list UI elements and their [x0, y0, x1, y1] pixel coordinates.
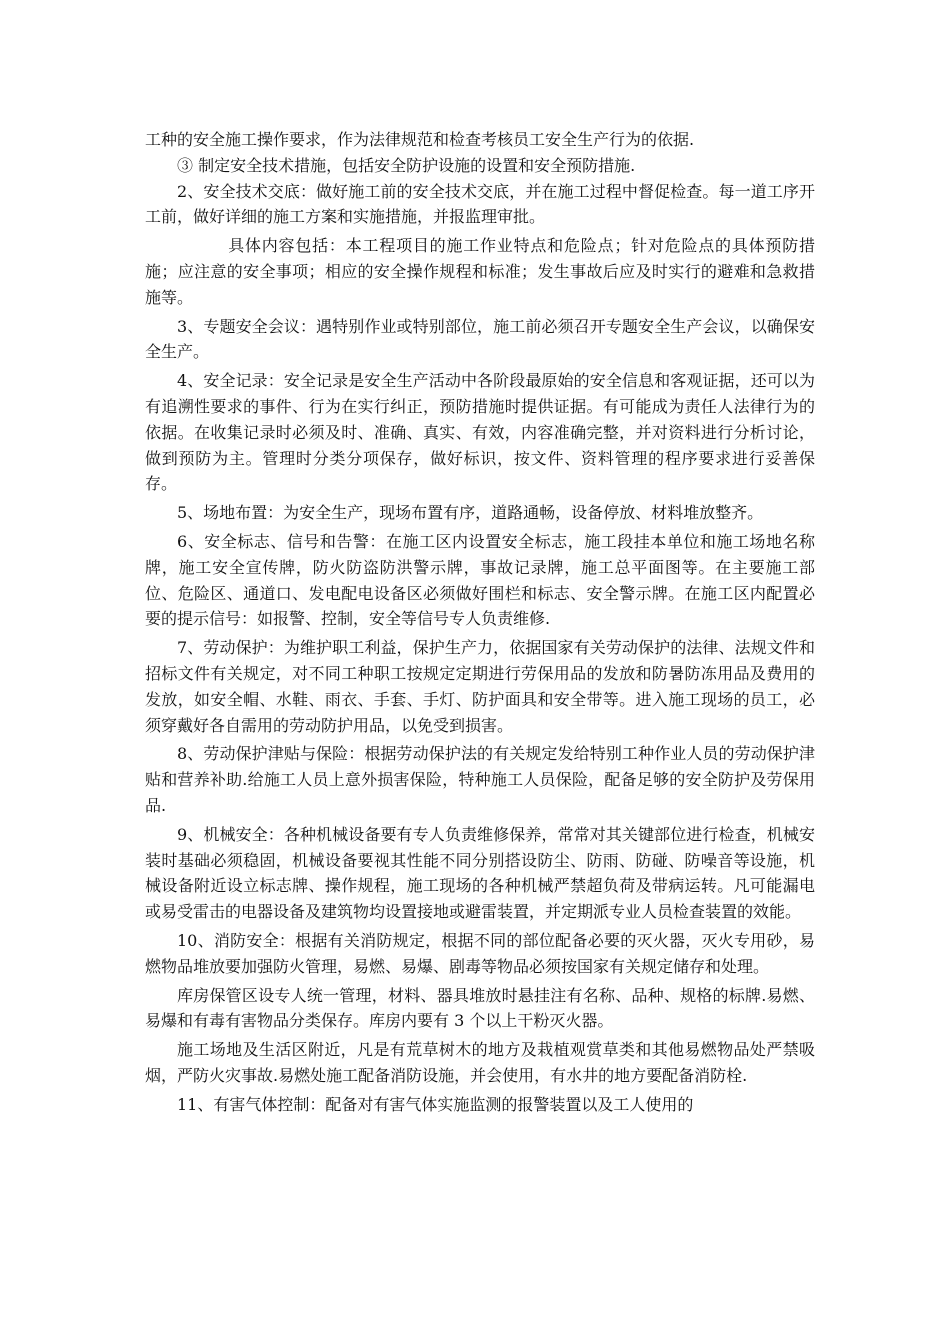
paragraph-safety-measures: ③ 制定安全技术措施，包括安全防护设施的设置和安全预防措施. — [177, 155, 636, 175]
paragraph-technical-briefing: 2、安全技术交底：做好施工前的安全技术交底，并在施工过程中督促检查。每一道工序开工前，做好详细的施工方案和实施措施，并报监理审批。 — [145, 181, 815, 227]
paragraph-briefing-content: 具体内容包括：本工程项目的施工作业特点和危险点；针对危险点的具体预防措施；应注意的安全事项；相应的安全操作规程和标准；发生事故后应及时实行的避难和急救措施等。 — [145, 236, 815, 307]
document-body — [145, 127, 815, 1117]
paragraph-warehouse: 库房保管区设专人统一管理，材料、器具堆放时悬挂注有名称、品种、规格的标牌.易燃、易爆和有毒有害物品分类保存。库房内要有 3 个以上干粉灭火器。 — [145, 985, 815, 1031]
paragraph-continuation: 工种的安全施工操作要求，作为法律规范和检查考核员工安全生产行为的依据. — [145, 130, 695, 149]
paragraph-site-layout: 5、场地布置：为安全生产，现场布置有序，道路通畅，设备停放、材料堆放整齐。 — [177, 503, 764, 523]
paragraph-safety-records: 4、安全记录：安全记录是安全生产活动中各阶段最原始的安全信息和客观证据，还可以为有追溯性要求的事件、行为在实行纠正，预防措施时提供证据。有可能成为责任人法律行为的依据。在收集记录时必须及时、准确、真实、有效，内容准确完整，并对资料进行分析讨论，做到预防为主。管理时分类分项保存，做好标识，按文件、资料管理的程序要求进行妥善保存。 — [145, 371, 815, 494]
paragraph-labor-protection: 7、劳动保护：为维护职工利益，保护生产力，依据国家有关劳动保护的法律、法规文件和招标文件有关规定，对不同工种职工按规定定期进行劳保用品的发放和防暑防冻用品及费用的发放，如安全帽、水鞋、雨衣、手套、手灯、防护面具和安全带等。进入施工现场的员工，必须穿戴好各自需用的劳动防护用品，以免受到损害。 — [145, 638, 815, 735]
paragraph-safety-meeting: 3、专题安全会议：遇特别作业或特别部位，施工前必须召开专题安全生产会议，以确保安全生产。 — [145, 316, 815, 362]
paragraph-allowance-insurance: 8、劳动保护津贴与保险：根据劳动保护法的有关规定发给特别工种作业人员的劳动保护津贴和营养补助.给施工人员上意外损害保险，特种施工人员保险，配备足够的安全防护及劳保用品. — [145, 744, 815, 815]
paragraph-machinery-safety: 9、机械安全：各种机械设备要有专人负责维修保养，常常对其关键部位进行检查，机械安装时基础必须稳固，机械设备要视其性能不同分别搭设防尘、防雨、防碰、防噪音等设施，机械设备附近设立标志牌、操作规程，施工现场的各种机械严禁超负荷及带病运转。凡可能漏电或易受雷击的电器设备及建筑物均设置接地或避雷装置，并定期派专业人员检查装置的效能。 — [145, 824, 815, 922]
paragraph-fire-safety: 10、消防安全：根据有关消防规定，根据不同的部位配备必要的灭火器，灭火专用砂，易燃物品堆放要加强防火管理，易燃、易爆、剧毒等物品必须按国家有关规定储存和处理。 — [145, 930, 815, 976]
paragraph-no-smoking: 施工场地及生活区附近，凡是有荒草树木的地方及栽植观赏草类和其他易燃物品处严禁吸烟，严防火灾事故.易燃处施工配备消防设施，并会使用，有水井的地方要配备消防栓. — [145, 1040, 815, 1085]
paragraph-harmful-gas: 11、有害气体控制：配备对有害气体实施监测的报警装置以及工人使用的 — [177, 1094, 694, 1114]
paragraph-safety-signs: 6、安全标志、信号和告警：在施工区内设置安全标志，施工段挂本单位和施工场地名称牌，施工安全宣传牌，防火防盗防洪警示牌，事故记录牌，施工总平面图等。在主要施工部位、危险区、通道口、发电配电设备区必须做好围栏和标志、安全警示牌。在施工区内配置必要的提示信号：如报警、控制，安全等信号专人负责维修. — [145, 531, 815, 629]
